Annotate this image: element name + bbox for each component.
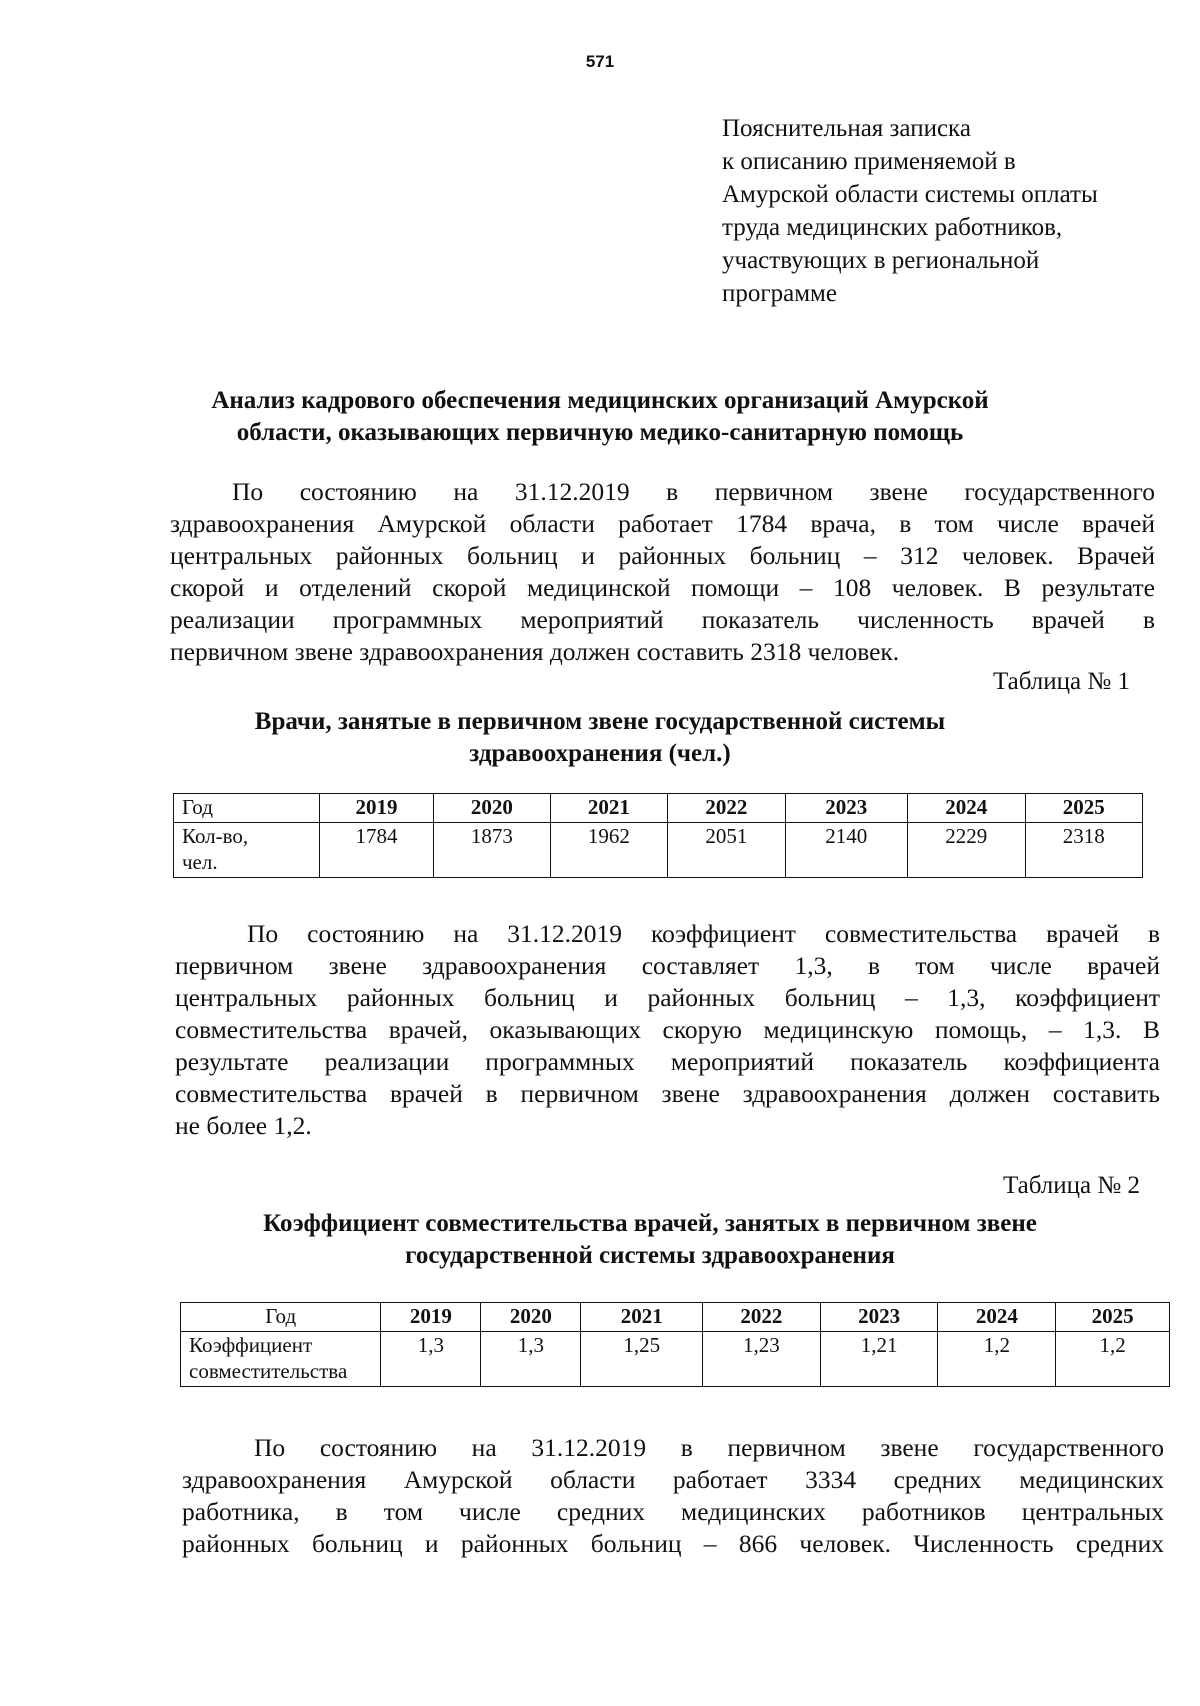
table-cell: 2023 bbox=[785, 794, 908, 823]
table-cell: 2229 bbox=[908, 823, 1025, 878]
table-row-label-line: совместительства bbox=[189, 1359, 348, 1383]
table-cell: 2021 bbox=[550, 794, 667, 823]
table-cell: 1784 bbox=[319, 823, 433, 878]
paragraph-line: районных больниц и районных больниц – 866 человек. Численность средних bbox=[182, 1529, 1164, 1558]
note-header-line: программе bbox=[722, 280, 837, 307]
table-row-label bbox=[181, 1332, 381, 1387]
table-cell: 1,2 bbox=[938, 1332, 1056, 1387]
table-cell: 2024 bbox=[908, 794, 1025, 823]
paragraph-line: работника, в том числе средних медицинских работников центральных bbox=[182, 1497, 1164, 1526]
table-cell: 1,2 bbox=[1056, 1332, 1170, 1387]
note-header-line: Амурской области системы оплаты bbox=[722, 181, 1098, 208]
table-cell: 2020 bbox=[434, 794, 550, 823]
table2-part-time-coefficient bbox=[180, 1302, 1170, 1387]
table1-title bbox=[170, 706, 1030, 770]
table-cell: 1,3 bbox=[481, 1332, 581, 1387]
table-cell: 2019 bbox=[381, 1303, 481, 1332]
table1-title-line: Врачи, занятые в первичном звене государственной системы bbox=[254, 708, 946, 735]
table1-title-line: здравоохранения (чел.) bbox=[469, 740, 731, 767]
table-cell: 2021 bbox=[581, 1303, 703, 1332]
section-title-line: области, оказывающих первичную медико-санитарную помощь bbox=[236, 419, 964, 446]
table-row-label-line: Кол-во, bbox=[182, 824, 249, 848]
table-cell: 1,3 bbox=[381, 1332, 481, 1387]
table1-caption: Таблица № 1 bbox=[992, 668, 1130, 695]
paragraph-nurses-count bbox=[182, 1432, 1164, 1560]
paragraph-line: первичном звене здравоохранения должен составить 2318 человек. bbox=[170, 637, 900, 666]
paragraph-physicians-count bbox=[170, 476, 1155, 668]
table-row bbox=[181, 1332, 1170, 1387]
table1-physicians bbox=[173, 793, 1143, 878]
table-cell: 2022 bbox=[668, 794, 785, 823]
table2-caption: Таблица № 2 bbox=[1002, 1172, 1140, 1199]
paragraph-line: центральных районных больниц и районных больниц – 312 человек. Врачей bbox=[170, 541, 1155, 570]
table-cell: 2023 bbox=[820, 1303, 938, 1332]
table-row bbox=[174, 823, 1143, 878]
table-cell: 2022 bbox=[703, 1303, 821, 1332]
paragraph-line: здравоохранения Амурской области работает 3334 средних медицинских bbox=[182, 1465, 1164, 1494]
paragraph-line: не более 1,2. bbox=[175, 1111, 312, 1140]
paragraph-line: совместительства врачей в первичном звене здравоохранения должен составить bbox=[175, 1079, 1160, 1108]
table-cell: 2024 bbox=[938, 1303, 1056, 1332]
paragraph-line: здравоохранения Амурской области работает 1784 врача, в том числе врачей bbox=[170, 509, 1155, 538]
note-header-line: участвующих в региональной bbox=[722, 247, 1040, 274]
paragraph-line: По состоянию на 31.12.2019 в первичном звене государственного bbox=[232, 477, 1155, 506]
table-cell: 2025 bbox=[1056, 1303, 1170, 1332]
paragraph-line: результате реализации программных мероприятий показатель коэффициента bbox=[175, 1047, 1160, 1076]
table-cell: Год bbox=[181, 1303, 381, 1332]
paragraph-line: скорой и отделений скорой медицинской помощи – 108 человек. В результате bbox=[170, 573, 1155, 602]
paragraph-line: По состоянию на 31.12.2019 в первичном звене государственного bbox=[254, 1433, 1164, 1462]
paragraph-line: реализации программных мероприятий показатель численность врачей в bbox=[170, 605, 1155, 634]
table-cell: 1,21 bbox=[820, 1332, 938, 1387]
paragraph-part-time-coefficient bbox=[175, 918, 1160, 1142]
table-row bbox=[181, 1303, 1170, 1332]
page-number: 571 bbox=[585, 52, 615, 71]
paragraph-line: По состоянию на 31.12.2019 коэффициент совместительства врачей в bbox=[247, 919, 1160, 948]
table-cell: 2140 bbox=[785, 823, 908, 878]
table-cell: 2318 bbox=[1025, 823, 1142, 878]
note-header-line: Пояснительная записка bbox=[722, 115, 971, 142]
note-header-line: к описанию применяемой в bbox=[722, 148, 1016, 175]
section-title-line: Анализ кадрового обеспечения медицинских организаций Амурской bbox=[211, 387, 989, 414]
table-row bbox=[174, 794, 1143, 823]
table2-title-line: государственной системы здравоохранения bbox=[405, 1242, 895, 1269]
table-cell: 2025 bbox=[1025, 794, 1142, 823]
table2-title-line: Коэффициент совместительства врачей, занятых в первичном звене bbox=[263, 1210, 1037, 1237]
section-title bbox=[150, 385, 1050, 449]
table-cell: 2019 bbox=[319, 794, 433, 823]
explanatory-note-header bbox=[722, 112, 1162, 310]
paragraph-line: центральных районных больниц и районных больниц – 1,3, коэффициент bbox=[175, 983, 1160, 1012]
table-cell: 1873 bbox=[434, 823, 550, 878]
table-cell: Год bbox=[174, 794, 320, 823]
paragraph-line: совместительства врачей, оказывающих скорую медицинскую помощь, – 1,3. В bbox=[175, 1015, 1160, 1044]
table-cell: 1,25 bbox=[581, 1332, 703, 1387]
table-row-label-line: чел. bbox=[182, 850, 218, 874]
table-row-label-line: Коэффициент bbox=[189, 1333, 313, 1357]
table-cell: 2051 bbox=[668, 823, 785, 878]
table-row-label bbox=[174, 823, 320, 878]
table-cell: 1,23 bbox=[703, 1332, 821, 1387]
note-header-line: труда медицинских работников, bbox=[722, 214, 1063, 241]
table-cell: 1962 bbox=[550, 823, 667, 878]
table2-title bbox=[190, 1208, 1110, 1272]
table-cell: 2020 bbox=[481, 1303, 581, 1332]
paragraph-line: первичном звене здравоохранения составляет 1,3, в том числе врачей bbox=[175, 951, 1160, 980]
